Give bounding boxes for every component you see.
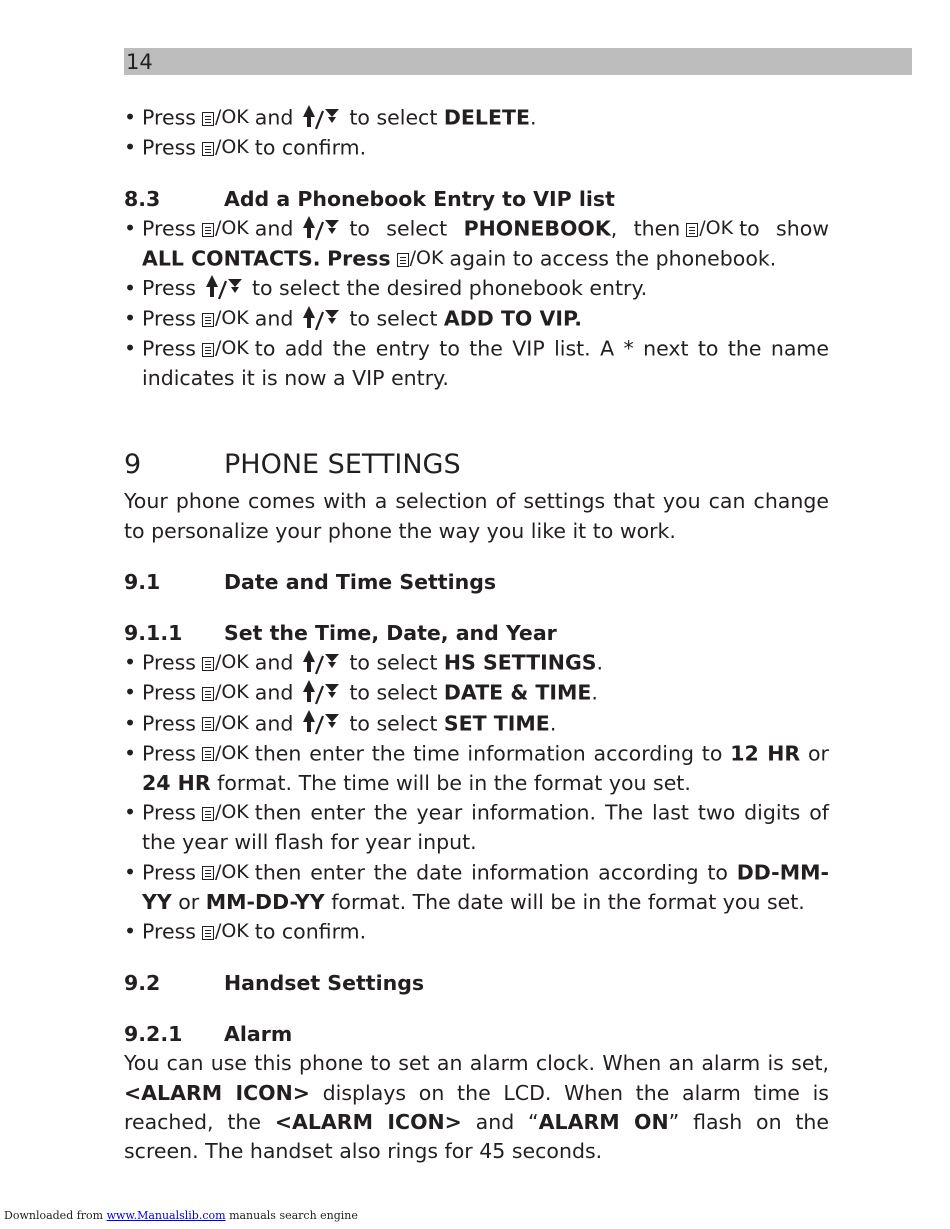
menu-ok-key-icon: /OK — [202, 798, 249, 827]
list-item: • Press /OK and to select ADD TO VIP. — [124, 304, 829, 334]
menu-ok-key-icon: /OK — [202, 917, 249, 946]
list-item: • Press /OK to confirm. — [124, 133, 829, 163]
list-item: • Press /OK then enter the year information. The last two digits of the year will flash for year input. — [124, 800, 829, 855]
up-down-arrow-icon — [299, 218, 343, 240]
manual-content — [124, 103, 829, 1167]
menu-ok-key-icon: /OK — [202, 103, 249, 132]
list-item: • Press /OK then enter the time information according to 12 HR or 24 HR format. The time will be in the format you set. — [124, 740, 829, 795]
menu-ok-key-icon: /OK — [202, 133, 249, 162]
list-item: • Press /OK and to select SET TIME. — [124, 709, 829, 739]
menu-ok-key-icon: /OK — [202, 739, 249, 768]
menu-ok-key-icon: /OK — [202, 334, 249, 363]
menu-ok-key-icon: /OK — [202, 214, 249, 243]
section-9-1-1-list — [124, 648, 829, 947]
section-heading-9: 9 PHONE SETTINGS — [124, 449, 461, 481]
up-down-arrow-icon — [299, 107, 343, 129]
menu-ok-key-icon: /OK — [202, 648, 249, 677]
section-heading-9-2-1: 9.2.1 Alarm — [124, 1022, 293, 1047]
list-item: • Press /OK and to select DELETE. — [124, 103, 829, 133]
section-8-3-list — [124, 214, 829, 393]
menu-ok-key-icon: /OK — [202, 678, 249, 707]
menu-ok-key-icon: /OK — [202, 304, 249, 333]
menu-ok-key-icon: /OK — [686, 214, 733, 243]
section-heading-9-1-1: 9.1.1 Set the Time, Date, and Year — [124, 621, 557, 646]
manualslib-link[interactable]: www.Manualslib.com — [106, 1209, 226, 1222]
section-9-intro: Your phone comes with a selection of settings that you can change to personalize your phone the way you like it to work. — [124, 489, 829, 543]
menu-ok-key-icon: /OK — [202, 858, 249, 887]
download-footer: Downloaded from www.Manualslib.com manuals search engine — [4, 1209, 358, 1222]
up-down-arrow-icon — [202, 277, 246, 299]
up-down-arrow-icon — [299, 652, 343, 674]
list-item: • Press /OK then enter the date information according to DD-MM-YY or MM-DD-YY format. The date will be in the format you set. — [124, 859, 829, 914]
up-down-arrow-icon — [299, 308, 343, 330]
page-header-bar — [124, 48, 912, 75]
list-item: • Press /OK to confirm. — [124, 917, 829, 947]
list-item: • Press /OK and to select HS SETTINGS. — [124, 648, 829, 678]
section-heading-9-1: 9.1 Date and Time Settings — [124, 570, 497, 595]
list-item: • Press to select the desired phonebook entry. — [124, 276, 648, 301]
list-item: • Press /OK to add the entry to the VIP list. A * next to the name indicates it is now a VIP entry. — [124, 335, 829, 391]
alarm-paragraph: You can use this phone to set an alarm clock. When an alarm is set, <ALARM ICON> displays on the LCD. When the alarm time is reached, the <ALARM ICON> and “ALARM ON” flash on the screen. The handset also rings for 45 seconds. — [124, 1051, 830, 1164]
top-bullet-list — [124, 103, 829, 163]
menu-ok-key-icon: /OK — [202, 709, 249, 738]
menu-ok-key-icon: /OK — [397, 244, 444, 273]
list-item: • Press /OK and to select PHONEBOOK, then /OK to show ALL CONTACTS. Press /OK again to access the phonebook. — [124, 214, 829, 274]
page-number: 14 — [126, 50, 153, 74]
section-heading-8-3: 8.3 Add a Phonebook Entry to VIP list — [124, 187, 615, 212]
section-heading-9-2: 9.2 Handset Settings — [124, 971, 425, 996]
up-down-arrow-icon — [299, 712, 343, 734]
list-item: • Press /OK and to select DATE & TIME. — [124, 678, 829, 708]
up-down-arrow-icon — [299, 682, 343, 704]
